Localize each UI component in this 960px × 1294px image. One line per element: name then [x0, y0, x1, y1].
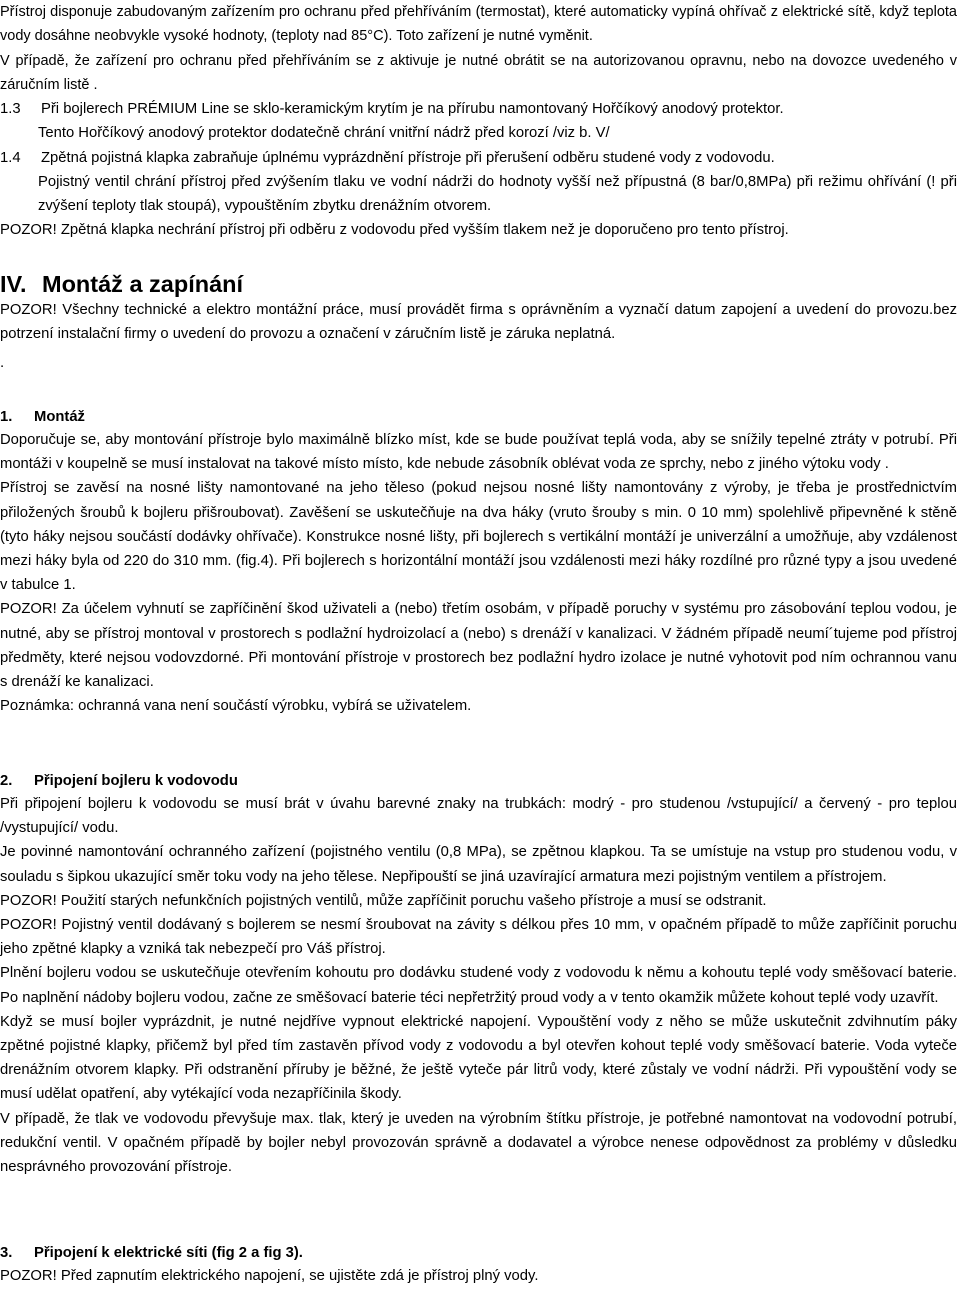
- section-heading: [0, 270, 960, 298]
- item-text: Při bojlerech PRÉMIUM Line se sklo-keramickým krytím je na přírubu namontovaný Hořčíkový anodový protektor.: [41, 101, 784, 118]
- safety-valve-paragraph: Pojistný ventil chrání přístroj před zvýšením tlaku ve vodní nádrži do hodnoty vyšší než přípustná (8 bar/0,8MPa) při režimu ohřívání (! při zvýšení teploty tlak stoupá), vypouštěním zbytku drenážním otvorem.: [38, 173, 957, 214]
- subsection-electric-connection: [0, 1242, 960, 1288]
- item-number: 1.4: [0, 149, 21, 166]
- water-paragraph: Je povinné namontování ochranného zařízení (pojistného ventilu (0,8 MPa), se zpětnou klapkou. Ta se umístuje na vstup pro studenou vodu, v souladu s šipkou ukazující směr toku vody na jeho tělese. Nepřipouští se jiná uzavírající armatura mezi pojistným ventilem a přístrojem.: [0, 844, 957, 885]
- section-title: Montáž a zapínání: [42, 271, 244, 297]
- intro-block: [0, 0, 960, 242]
- subsection-title: Připojení bojleru k vodovodu: [34, 773, 238, 789]
- mounting-paragraph: Doporučuje se, aby montování přístroje bylo maximálně blízko míst, kde se bude používat teplá voda, aby se snížily tepelné ztráty v potrubí. Při montáži v koupelně se musí instalovat na takové místo místo, kde nebude zásobník oblévat voda ze sprchy, nebo z jiného výtoku vody .: [0, 432, 957, 473]
- water-paragraph: POZOR! Použití starých nefunkčních pojistných ventilů, může zapříčinit poruchu vašeho přístroje a musí se odstranit.: [0, 892, 767, 909]
- water-paragraph: Při připojení bojleru k vodovodu se musí brát v úvahu barevné znaky na trubkách: modrý - pro studenou /vstupující/ a červený - pro teplou /vystupující/ vodu.: [0, 796, 957, 837]
- subsection-number: 2.: [0, 773, 13, 789]
- item-1-4: [0, 146, 960, 170]
- mounting-paragraph: POZOR! Za účelem vyhnutí se zapříčinění škod uživateli a (nebo) třetím osobám, v případě poruchy v systému pro zásobování teplou vodou, je nutné, aby se přístroj montoval v prostorech s podlažní hydroizolací a (nebo) s drenáží v kanalizaci. V žádném případě neumí´tujeme pod přístroj předměty, které nejsou vodovzdorné. Při montování přístroje v prostorech bez podlažní hydro izolace je nutné vyhotovit pod ním ochrannou vanu s drenáží ke kanalizaci.: [0, 601, 957, 691]
- subsection-title: Montáž: [34, 409, 85, 425]
- subsection-title: Připojení k elektrické síti (fig 2 a fig 3).: [34, 1245, 303, 1261]
- water-paragraph: POZOR! Pojistný ventil dodávaný s bojlerem se nesmí šroubovat na závity s délkou přes 10 mm, v opačném případě to může zapříčinit poruchu jeho zpětné klapky a vzniká tak nebezpečí pro Váš přístroj.: [0, 917, 957, 958]
- thermostat-paragraph: Přístroj disponuje zabudovaným zařízením pro ochranu před přehříváním (termostat), které automaticky vypíná ohřívač z elektrické sítě, když teplota vody dosáhne neobvykle vysoké hodnoty, (teploty nad 85°C). Toto zařízení je nutné vyměnit.: [0, 4, 957, 45]
- stray-dot: .: [0, 354, 5, 372]
- subsection-heading: [0, 406, 960, 428]
- item-number: 1.3: [0, 101, 21, 118]
- subsection-number: 3.: [0, 1245, 13, 1261]
- water-paragraph: V případě, že tlak ve vodovodu převyšuje max. tlak, který je uveden na výrobním štítku přístroje, je potřebné namontovat na vodovodní potrubí, redukční ventil. V opačném případě by bojler nebyl provozován správně a dodavatel a výrobce nenese odpovědnost za problémy v důsledku nesprávného provozování přístroje.: [0, 1110, 957, 1176]
- check-valve-warning: POZOR! Zpětná klapka nechrání přístroj při odběru z vodovodu před vyšším tlakem než je doporučeno pro tento přístroj.: [0, 222, 789, 239]
- item-1-3: [0, 97, 960, 121]
- mounting-paragraph: Poznámka: ochranná vana není součástí výrobku, vybírá se uživatelem.: [0, 698, 472, 715]
- installation-warning: POZOR! Všechny technické a elektro montážní práce, musí provádět firma s oprávněním a vyznačí datum zapojení a uvedení do provozu.bez potrzení instalační firmy o uvedení do provozu a označení v záručním listě je záruka neplatná.: [0, 302, 957, 343]
- subsection-heading: [0, 770, 960, 792]
- section-number: IV.: [0, 271, 27, 297]
- subsection-mounting: [0, 406, 960, 718]
- subsection-number: 1.: [0, 409, 13, 425]
- item-text: Zpětná pojistná klapka zabraňuje úplnému vyprázdnění přístroje při přerušení odběru studené vody z vodovodu.: [41, 149, 775, 166]
- section-iv: [0, 270, 960, 372]
- water-paragraph: Když se musí bojler vyprázdnit, je nutné nejdříve vypnout elektrické napojení. Vypouštění vody z něho se může uskutečnit zdvihnutím páky zpětné pojistné klapky, přičemž byl před tím zastavěn přívod vody z vodovodu a byl otevřen kohout teplé vody směšovací baterie. Voda vyteče drenážním otvorem klapky. Při odstranění příruby je běžné, že ještě vyteče pár litrů vody, které zůstaly ve vodní nádrži. Při vypouštění vody se musí udělat opatření, aby vytékající voda nezapříčinila škody.: [0, 1013, 957, 1103]
- subsection-heading: [0, 1242, 960, 1264]
- overheat-service-paragraph: V případě, že zařízení pro ochranu před přehříváním se z aktivuje je nutné obrátit se na autorizovanou opravnu, nebo na dovozce uvedeného v záručním listě .: [0, 52, 957, 93]
- electric-warning: POZOR! Před zapnutím elektrického napojení, se ujistěte zdá je přístroj plný vody.: [0, 1268, 539, 1284]
- subsection-water-connection: [0, 770, 960, 1179]
- water-paragraph: Plnění bojleru vodou se uskutečňuje otevřením kohoutu pro dodávku studené vody z vodovodu k němu a kohoutu teplé vody směšovací baterie. Po naplnění nádoby bojleru vodou, začne ze směšovací baterie téci nepřetržitý proud vody a v tento okamžik můžete kohout teplé vody uzavřít.: [0, 965, 957, 1006]
- anode-protector-paragraph: Tento Hořčíkový anodový protektor dodatečně chrání vnitřní nádrž před korozí /viz b. V/: [38, 125, 610, 142]
- mounting-paragraph: Přístroj se zavěsí na nosné lišty namontované na jeho těleso (pokud nejsou nosné lišty namontovány z výroby, je třeba je prostřednictvím přiložených šroubů k bojleru přišroubovat). Zavěšení se uskutečňuje na dva háky (vruto šrouby s min. 0 10 mm) spolehlivě připevněné k stěně (tyto háky nejsou součástí dodávky ohřívače). Konstrukce nosné lišty, při bojlerech s vertikální montáží je univerzální a umožňuje, aby vzdálenost mezi háky byla od 220 do 310 mm. (fig.4). Při bojlerech s horizontální montáží jsou vzdálenosti mezi háky rozdílné pro různé typy a jsou uvedené v tabulce 1.: [0, 480, 957, 594]
